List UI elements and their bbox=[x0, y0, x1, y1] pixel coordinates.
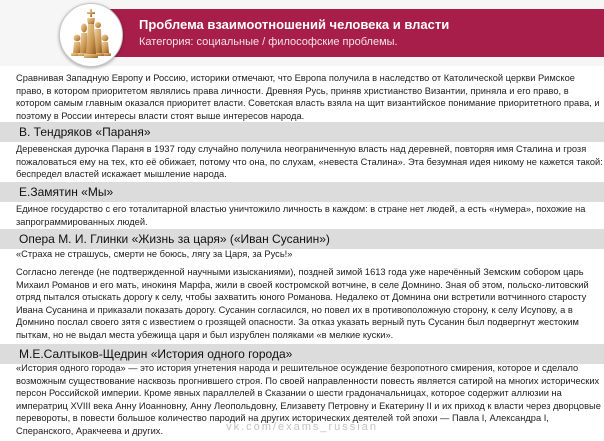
section-paragraph: Деревенская дурочка Параня в 1937 году случайно получила неограниченную власть над деревней, повторяя имя Сталина и грозя пожаловаться ему на тех, кто её обижает, потому что она, по слухам, «невеста Сталина». Эта безумная идея никому не кажется такой: беспредел властей искажает мышление народа. bbox=[16, 144, 603, 179]
section-paragraph: Согласно легенде (не подтвержденной научными изысканиями), поздней зимой 1613 года уже наречённый Земским собором царь Михаил Романов и его мать, инокиня Марфа, жили в своей костромской вотчине, в селе Домнино. Зная об этом, польско-литовский отряд пытался отыскать дорогу к селу, чтобы захватить юного Романова. Недалеко от Домнина они встретили вотчинного старосту Ивана Сусанина и приказали показать дорогу. Сусанин согласился, но повел их в противоположную сторону, к селу Исупову, а в Домнино послал своего зятя с известием о грозящей опасности. За отказ указать верный путь Сусанин был подвергнут жестоким пыткам, но не выдал места убежища царя и был изрублен поляками «в мелкие куски». bbox=[16, 267, 589, 340]
section-body bbox=[16, 266, 604, 341]
section-paragraph: Единое государство с его тоталитарной властью уничтожило личность в каждом: в стране нет людей, а есть «нумера», похожие на запрограммированных людей. bbox=[16, 204, 586, 227]
section-header bbox=[0, 344, 604, 364]
section-body bbox=[16, 203, 604, 228]
header bbox=[0, 0, 604, 66]
section-paragraph: «История одного города» — это история угнетения народа и решительное осуждение безропотного смирения, которое и сделало возможным существование насквозь прогнившего строя. По своей направленности повесть является сатирой на многих исторических персон Российской империи. Кроме явных параллелей в Сказании о шести градоначальницах, которое содержит аллюзии на императриц XVIII века Анну Иоанновну, Анну Леопольдовну, Елизавету Петровну и Екатерину II и их приход к власти через дворцовые перевороты, в повести большое количество пародий на других исторических деятелей той эпохи — Павла I, Александра I, Сперанского, Аракчеева и других. bbox=[16, 363, 601, 436]
intro-text bbox=[16, 72, 604, 122]
section-quote bbox=[16, 248, 604, 261]
section-title: Е.Замятин «Мы» bbox=[19, 185, 114, 199]
watermark: vk.com/exams_russian bbox=[226, 421, 378, 433]
section-title: М.Е.Салтыков-Щедрин «История одного города» bbox=[19, 347, 293, 361]
page-category: Категория: социальные / философские проблемы. bbox=[139, 36, 398, 48]
logo bbox=[59, 3, 123, 67]
section-title: В. Тендряков «Параня» bbox=[19, 125, 151, 139]
section-header bbox=[0, 182, 604, 202]
quote-text: «Страха не страшусь, смерти не боюсь, лягу за Царя, за Русь!» bbox=[16, 249, 293, 259]
section-header bbox=[0, 229, 604, 249]
section-body bbox=[16, 143, 604, 181]
chess-pieces-icon bbox=[60, 4, 122, 66]
section-header bbox=[0, 122, 604, 142]
intro-paragraph: Сравнивая Западную Европу и Россию, историки отмечают, что Европа получила в наследство от Католической церкви Римское право, в котором приоритетом являлись права личности. Древняя Русь, приняв христианство Византии, приняла и его право, в котором самым главным оказался приоритет власти. Советская власть взяла на щит византийское понимание приоритетного права, и поэтому в России интересы власти стоят выше интересов народа. bbox=[16, 73, 600, 121]
page-title: Проблема взаимоотношений человека и власти bbox=[139, 17, 450, 32]
section-title: Опера М. И. Глинки «Жизнь за царя» («Иван Сусанин») bbox=[19, 232, 330, 246]
